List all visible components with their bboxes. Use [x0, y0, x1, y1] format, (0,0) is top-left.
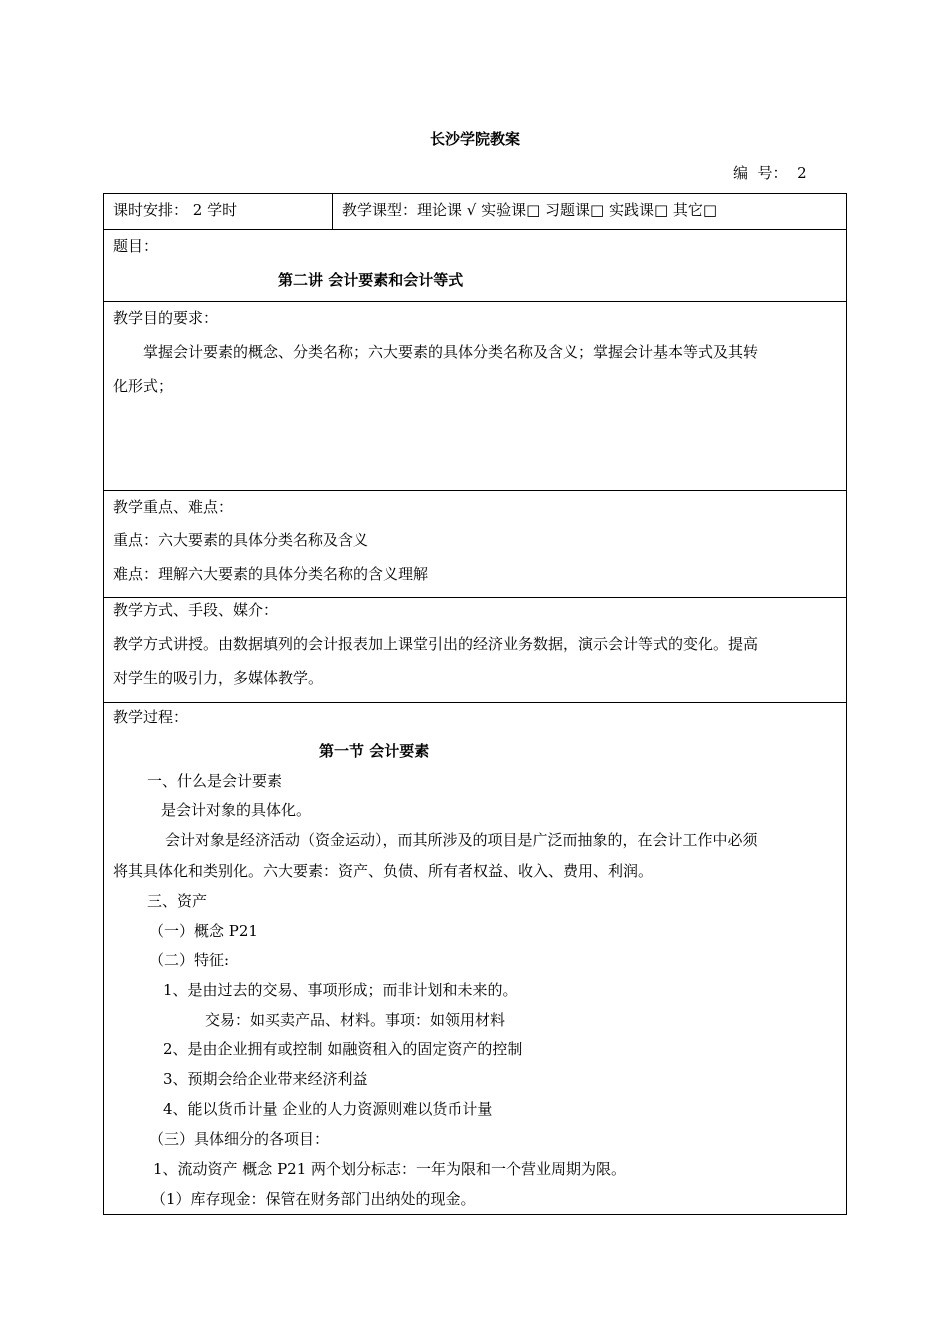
topic-label: 题目： [113, 237, 159, 255]
process-line: 4、能以货币计量 企业的人力资源则难以货币计量 [163, 1100, 493, 1118]
process-line: （1）库存现金：保管在财务部门出纳处的现金。 [151, 1190, 476, 1208]
process-line: 一、什么是会计要素 [147, 772, 283, 790]
methods-line: 教学方式讲授。由数据填列的会计报表加上课堂引出的经济业务数据，演示会计等式的变化。提高 [113, 635, 759, 653]
serial-number [733, 162, 807, 183]
process-line: （二）特征: [149, 951, 230, 969]
lesson-plan-table [103, 193, 847, 1215]
row-divider [104, 702, 846, 703]
serial-value: 2 [797, 164, 807, 182]
process-line: 是会计对象的具体化。 [161, 801, 312, 819]
key-point: 重点：六大要素的具体分类名称及含义 [113, 531, 369, 549]
row-divider [104, 597, 846, 598]
process-line: 3、预期会给企业带来经济利益 [163, 1070, 368, 1088]
course-type: 教学课型：理论课 √ 实验课□ 习题课□ 实践课□ 其它□ [342, 201, 718, 219]
row-divider [104, 490, 846, 491]
process-line: 1、流动资产 概念 P21 两个划分标志：一年为限和一个营业周期为限。 [153, 1160, 627, 1178]
column-divider [332, 194, 333, 230]
process-line: 会计对象是经济活动（资金运动），而其所涉及的项目是广泛而抽象的，在会计工作中必须 [165, 831, 758, 849]
process-line: （三）具体细分的各项目： [149, 1130, 330, 1148]
process-line: 三、资产 [147, 892, 208, 910]
difficult-point: 难点：理解六大要素的具体分类名称的含义理解 [113, 565, 429, 583]
serial-label: 编 号： [733, 164, 788, 182]
process-label: 教学过程： [113, 708, 189, 726]
process-line: （一）概念 P21 [149, 922, 258, 940]
row-divider [104, 229, 846, 230]
process-line: 2、是由企业拥有或控制 如融资租入的固定资产的控制 [163, 1040, 523, 1058]
objectives-line: 化形式； [113, 377, 174, 395]
topic-heading: 第二讲 会计要素和会计等式 [278, 271, 464, 289]
objectives-label: 教学目的要求： [113, 309, 219, 327]
row-divider [104, 301, 846, 302]
class-hours: 课时安排： 2 学时 [113, 201, 238, 219]
focus-label: 教学重点、难点： [113, 498, 234, 516]
page-title: 长沙学院教案 [429, 130, 520, 148]
methods-label: 教学方式、手段、媒介： [113, 601, 279, 619]
methods-line: 对学生的吸引力，多媒体教学。 [113, 669, 324, 687]
section-title: 第一节 会计要素 [319, 742, 430, 760]
process-line: 将其具体化和类别化。六大要素：资产、负债、所有者权益、收入、费用、利润。 [113, 862, 654, 880]
process-line: 交易：如买卖产品、材料。事项：如领用材料 [205, 1011, 506, 1029]
process-line: 1、是由过去的交易、事项形成；而非计划和未来的。 [163, 981, 518, 999]
objectives-line: 掌握会计要素的概念、分类名称；六大要素的具体分类名称及含义；掌握会计基本等式及其转 [143, 343, 759, 361]
